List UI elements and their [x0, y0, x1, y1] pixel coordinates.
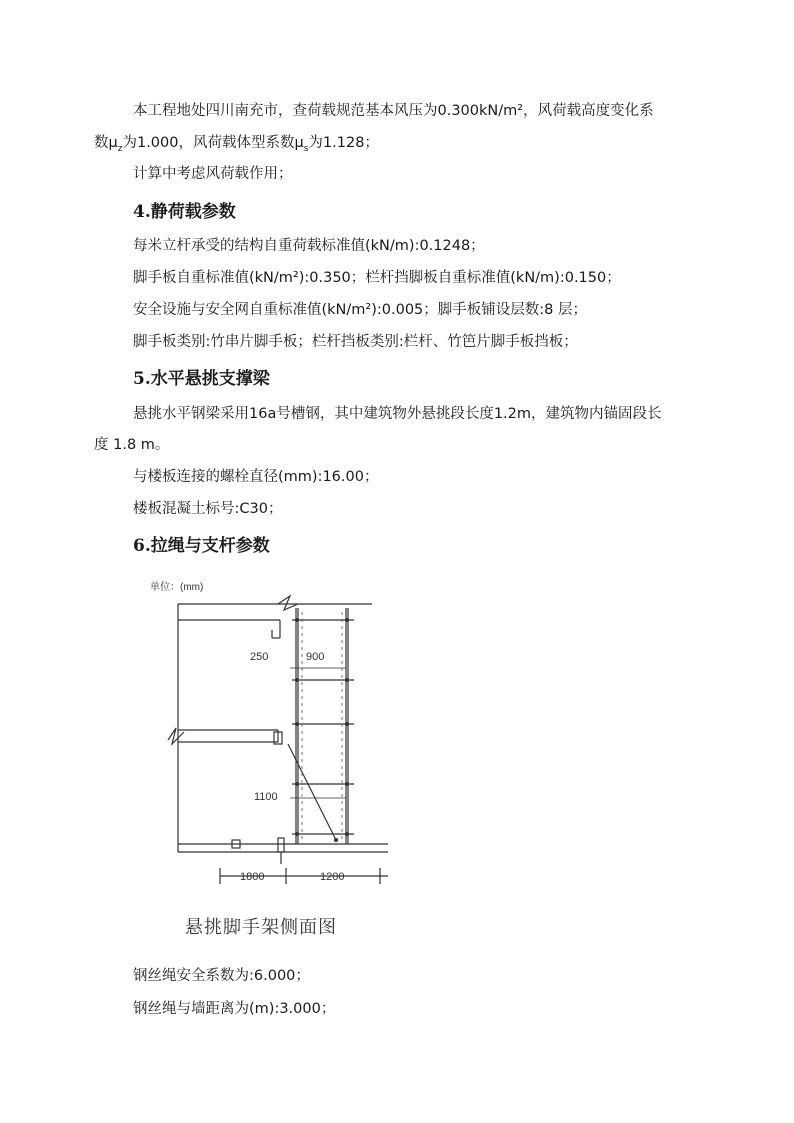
beam-line3: 与楼板连接的螺栓直径(mm):16.00； — [133, 469, 379, 485]
figure-unit-label: 单位：(mm) — [150, 582, 204, 593]
scaffold-side-diagram — [150, 572, 400, 896]
wind-sub-z: z — [117, 143, 123, 154]
wind-text-c: 为1.128； — [308, 135, 379, 151]
rope-heading: 6.拉绳与支杆参数 — [133, 536, 270, 556]
wind-paragraph-line1: 本工程地处四川南充市，查荷载规范基本风压为0.300kN/m²，风荷载高度变化系 — [133, 103, 654, 119]
wind-text-b: 为1.000，风荷载体型系数μ — [122, 135, 304, 151]
dim-250-label: 250 — [250, 651, 269, 663]
wind-text-a: 数μ — [94, 135, 118, 151]
beam-heading: 5.水平悬挑支撑梁 — [133, 369, 270, 389]
wind-sub-s: s — [303, 143, 309, 154]
scaffold-diagram-svg — [150, 572, 400, 892]
wind-consider-line: 计算中考虑风荷载作用； — [133, 166, 293, 182]
rope-line1: 钢丝绳安全系数为:6.000； — [133, 968, 310, 984]
wind-paragraph-line2 — [94, 133, 379, 153]
static-load-line2: 脚手板自重标准值(kN/m²):0.350；栏杆挡脚板自重标准值(kN/m):0.150； — [133, 270, 621, 286]
dim-900-label: 900 — [306, 651, 325, 663]
dim-1800-label: 1800 — [240, 871, 265, 883]
dim-1100-label: 1100 — [254, 791, 278, 803]
beam-line1: 悬挑水平钢梁采用16a号槽钢，其中建筑物外悬挑段长度1.2m，建筑物内锚固段长 — [133, 406, 662, 422]
dim-1200-label: 1200 — [320, 871, 345, 883]
rope-line2: 钢丝绳与墙距离为(m):3.000； — [133, 1001, 336, 1017]
beam-line2: 度 1.8 m。 — [94, 437, 170, 453]
static-load-heading: 4.静荷载参数 — [133, 202, 236, 222]
static-load-line4: 脚手板类别:竹串片脚手板；栏杆挡板类别:栏杆、竹笆片脚手板挡板； — [133, 334, 578, 350]
beam-line4: 楼板混凝土标号:C30； — [133, 501, 283, 517]
static-load-line3: 安全设施与安全网自重标准值(kN/m²):0.005；脚手板铺设层数:8 层； — [133, 302, 587, 318]
figure-caption: 悬挑脚手架侧面图 — [185, 917, 337, 938]
static-load-line1: 每米立杆承受的结构自重荷载标准值(kN/m):0.1248； — [133, 238, 485, 254]
